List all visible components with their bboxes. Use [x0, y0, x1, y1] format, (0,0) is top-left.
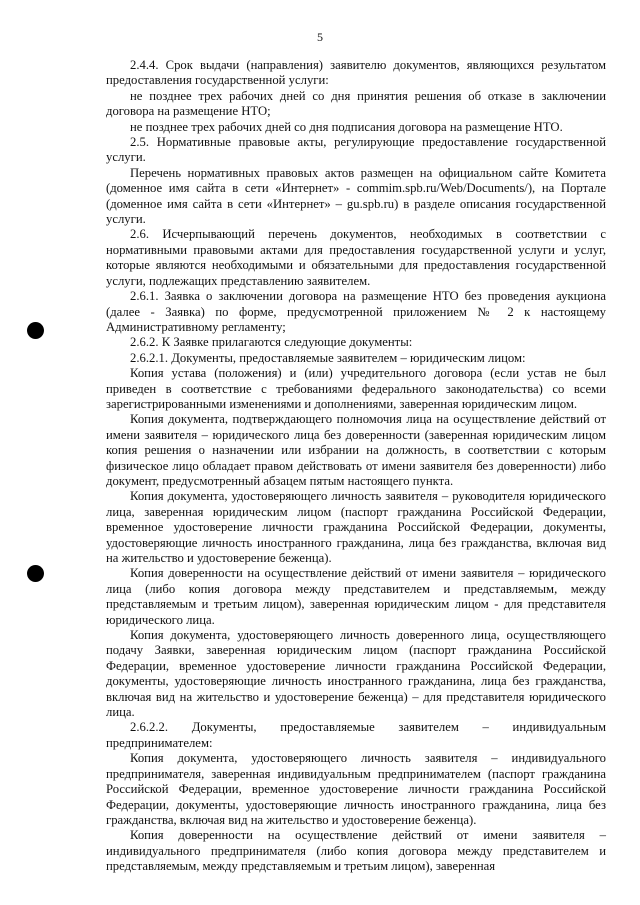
paragraph-legal-acts-list: Перечень нормативных правовых актов размещен на официальном сайте Комитета (доменное имя сайта в сети «Интернет» - commim.spb.ru/Web/Documents/), на Портале (доменное имя сайта в сети «Интернет» – gu.spb.ru) в разделе описания государственной услуги. — [106, 165, 606, 227]
paragraph-2-6-1: 2.6.1. Заявка о заключении договора на размещение НТО без проведения аукциона (далее - Заявка) по форме, предусмотренной приложением № 2 к настоящему Административному регламенту; — [106, 289, 606, 334]
paragraph-2-6-2: 2.6.2. К Заявке прилагаются следующие документы: — [130, 335, 413, 350]
paragraph-2-6-2-2: 2.6.2.2. Документы, предоставляемые заявителем – индивидуальным предпринимателем: — [106, 720, 606, 750]
paragraph-entrepreneur-power-of-attorney: Копия доверенности на осуществление действий от имени заявителя – индивидуального предпринимателя (либо копия договора между представителем и представляемым, между представляемым и третьим лицом), заверенная — [106, 828, 606, 874]
paragraph-2-5: 2.5. Нормативные правовые акты, регулирующие предоставление государственной услуги. — [106, 135, 606, 165]
paragraph-2-6: 2.6. Исчерпывающий перечень документов, необходимых в соответствии с нормативными правовыми актами для предоставления государственной услуги и услуг, которые являются необходимыми и обязательными для предоставления государственной услуги, подлежащих представлению заявителем. — [106, 227, 606, 288]
paragraph-authority-copy: Копия документа, подтверждающего полномочия лица на осуществление действий от имени заявителя – юридического лица без доверенности (заверенная юридическим лицом копия решения о назначении или избрании на должность, в соответствии с которым физическое лицо обладает правом действовать от имени заявителя без доверенности) либо документ, предусмотренный абзацем пятым настоящего пункта. — [106, 412, 606, 488]
paragraph-signing-deadline: не позднее трех рабочих дней со дня подписания договора на размещение НТО. — [130, 119, 563, 134]
paragraph-refusal-deadline: не позднее трех рабочих дней со дня принятия решения об отказе в заключении договора на размещение НТО; — [106, 88, 606, 119]
binder-hole-mark — [27, 322, 44, 339]
paragraph-proxy-id-copy: Копия документа, удостоверяющего личность доверенного лица, осуществляющего подачу Заявки, заверенная юридическим лицом (паспорт гражданина Российской Федерации, временное удостоверение личности гражданина Российской Федерации, документы, удостоверяющие личность иностранного гражданина, лица без гражданства, включая вид на жительство и удостоверение беженца) – для представителя юридического лица. — [106, 628, 606, 720]
paragraph-entrepreneur-id-copy: Копия документа, удостоверяющего личность заявителя – индивидуального предпринимателя, заверенная индивидуальным предпринимателем (паспорт гражданина Российской Федерации, временное удостоверение личности гражданина Российской Федерации, документы, удостоверяющие личность иностранного гражданина, лица без гражданства, включая вид на жительство и удостоверение беженца). — [106, 751, 606, 827]
paragraph-charter-copy: Копия устава (положения) и (или) учредительного договора (если устав не был приведен в соответствие с требованиями федерального законодательства) со всеми зарегистрированными изменениями и дополнениями, заверенная юридическим лицом. — [106, 366, 606, 411]
paragraph-power-of-attorney: Копия доверенности на осуществление действий от имени заявителя – юридического лица (либо копия договора между представителем и представляемым, между представляемым и третьим лицом), заверенная юридическим лицом - для представителя юридического лица. — [106, 566, 606, 627]
paragraph-head-id-copy: Копия документа, удостоверяющего личность заявителя – руководителя юридического лица, заверенная юридическим лицом (паспорт гражданина Российской Федерации, временное удостоверение личности гражданина Российской Федерации, документы, удостоверяющие личность иностранного гражданина, лица без гражданства, включая вид на жительство и удостоверение беженца). — [106, 489, 606, 565]
paragraph-2-6-2-1: 2.6.2.1. Документы, предоставляемые заявителем – юридическим лицом: — [130, 350, 526, 365]
document-body — [106, 58, 606, 875]
binder-hole-mark — [27, 565, 44, 582]
paragraph-2-4-4: 2.4.4. Срок выдачи (направления) заявителю документов, являющихся результатом предоставления государственной услуги: — [106, 58, 606, 88]
page-number: 5 — [317, 30, 323, 44]
